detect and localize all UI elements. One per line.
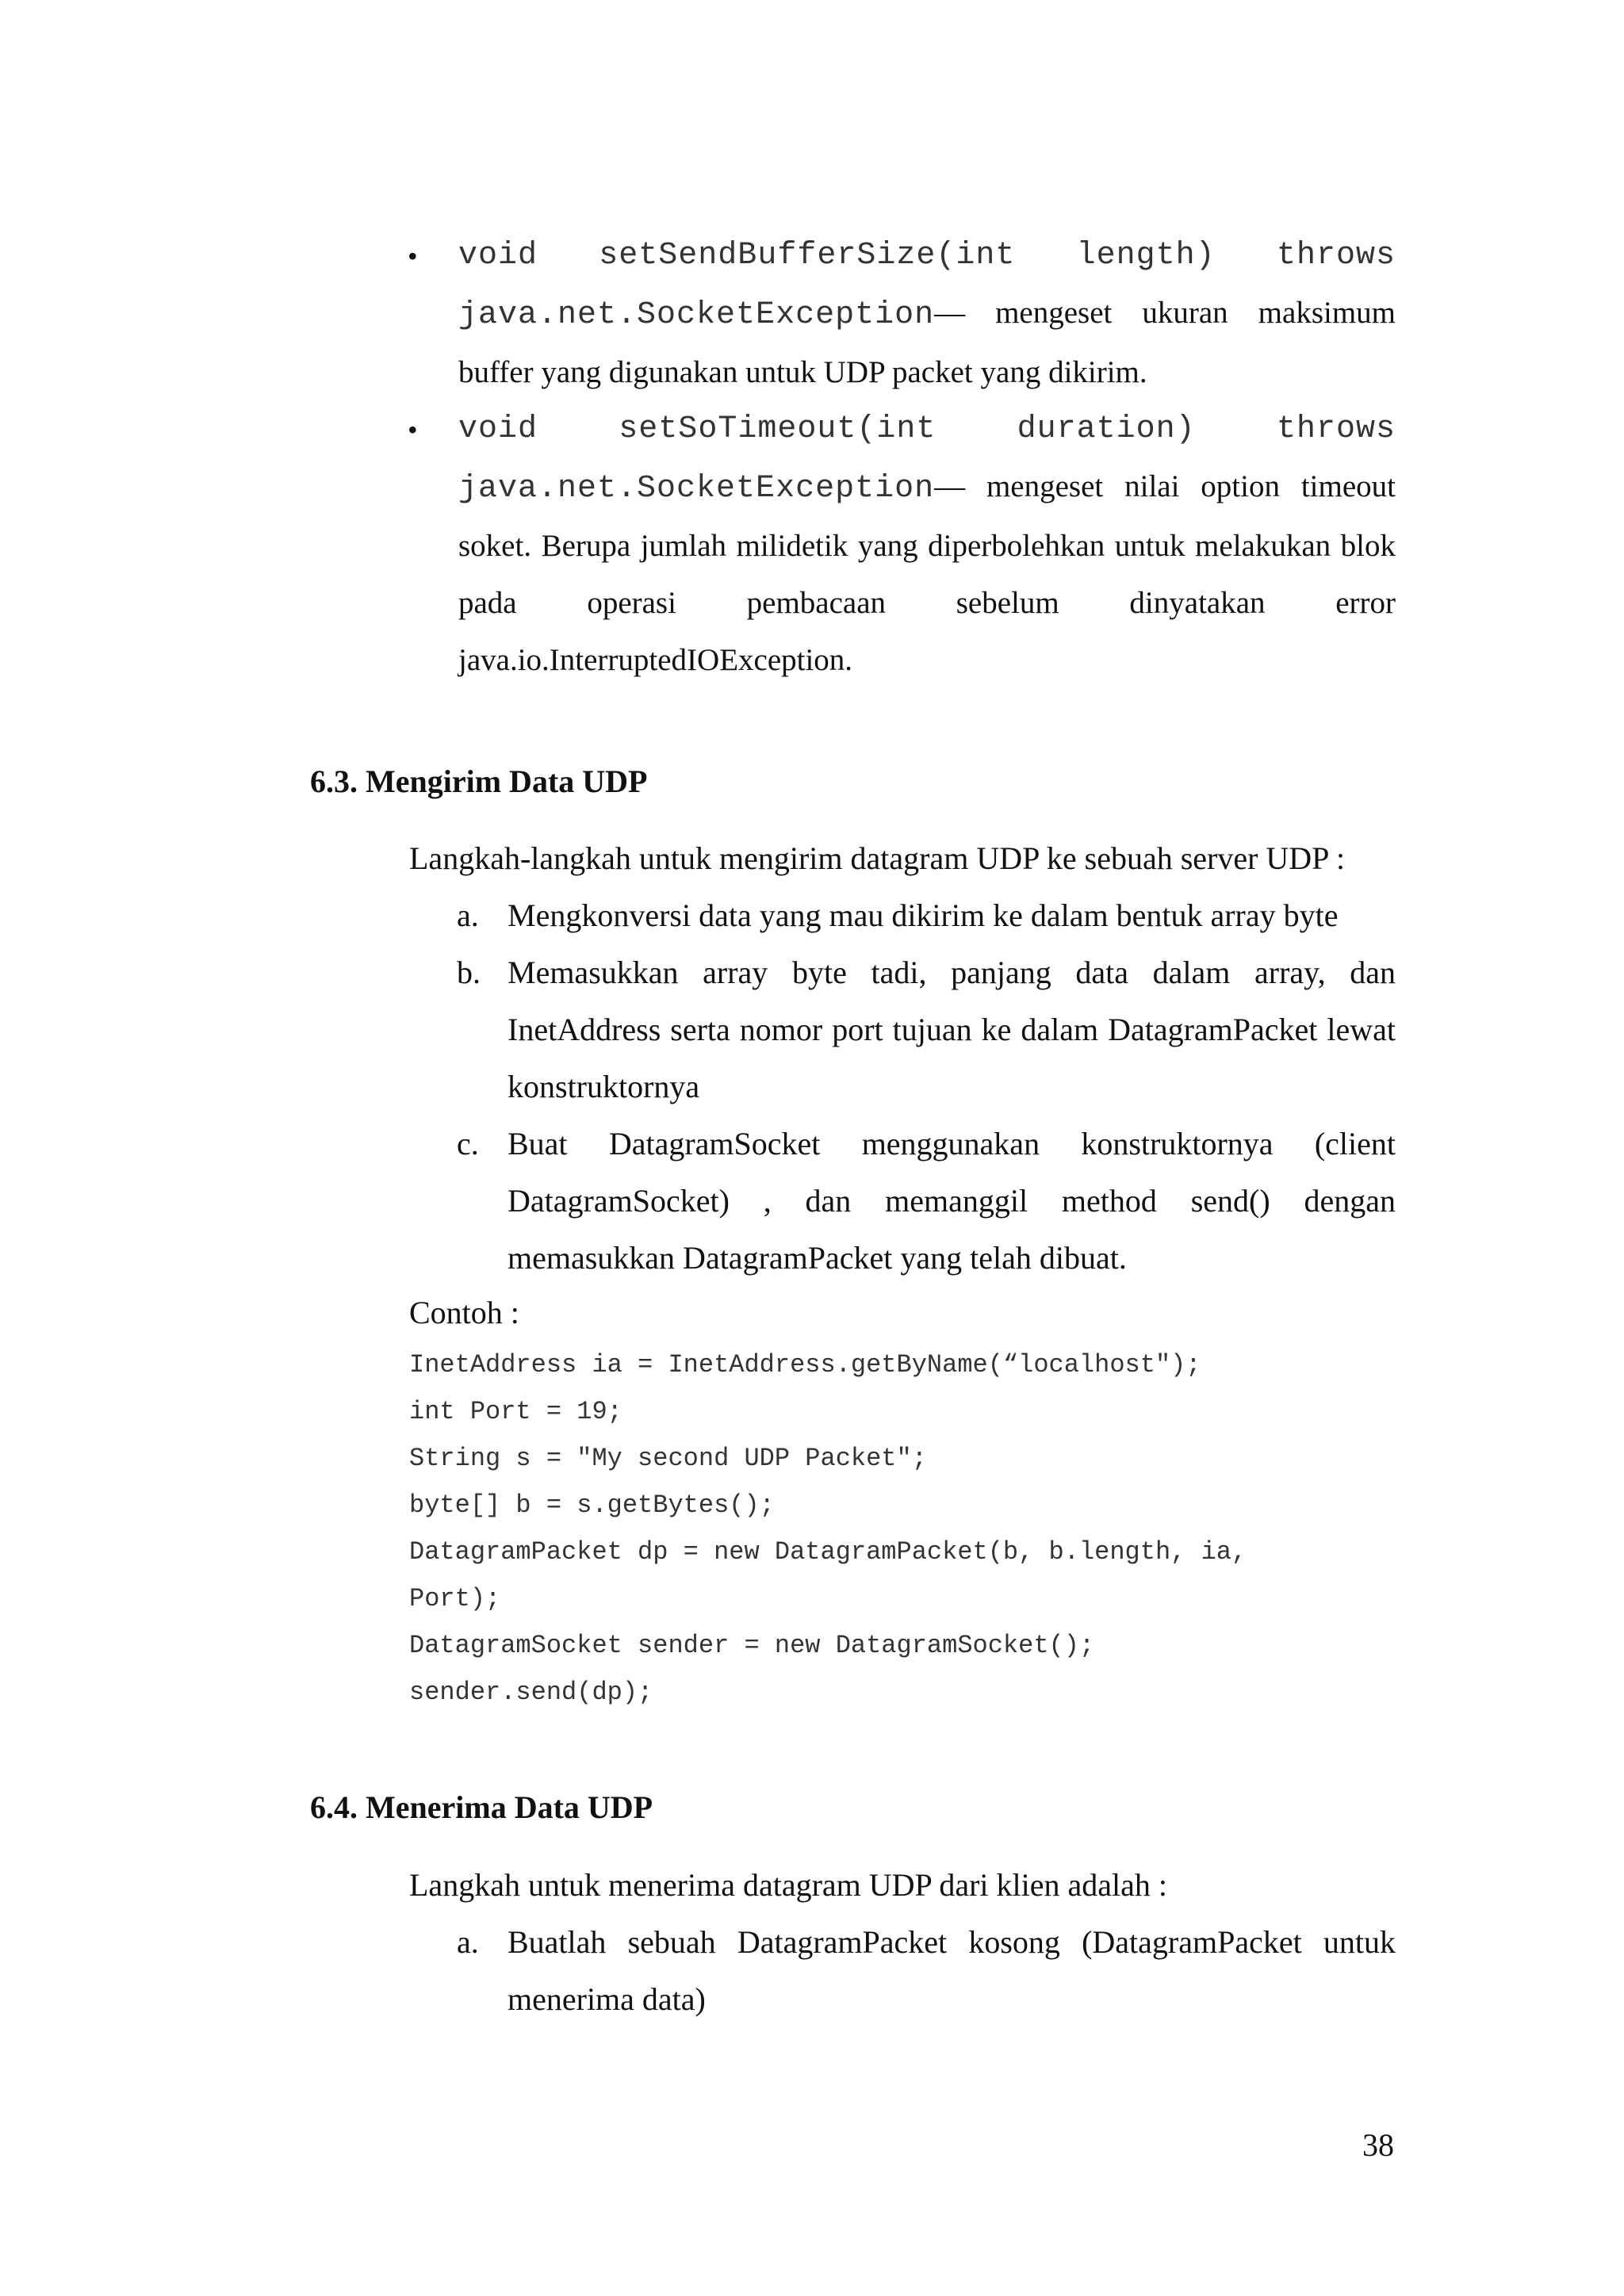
example-label: Contoh : — [409, 1295, 519, 1330]
step-item — [457, 1914, 1396, 2028]
code-line: byte[] b = s.getBytes(); — [409, 1490, 775, 1520]
step-item — [457, 887, 1396, 944]
code-token: void — [458, 411, 538, 447]
bullet-dot-icon: • — [408, 240, 418, 272]
step-marker: c. — [457, 1126, 479, 1161]
code-token: void — [458, 238, 538, 274]
section-heading: 6.4. Menerima Data UDP — [310, 1789, 653, 1825]
code-line: Port); — [409, 1584, 501, 1613]
section-heading: 6.3. Mengirim Data UDP — [310, 763, 648, 799]
steps-list — [457, 887, 1396, 1287]
bullet-item — [401, 228, 1396, 401]
method-description — [458, 285, 1396, 401]
step-text: Memasukkan array byte tadi, panjang data dalam array, dan InetAddress serta nomor port tujuan ke dalam DatagramPacket lewat konstruktornya — [508, 955, 1396, 1104]
code-token: throws — [1276, 238, 1396, 274]
section-intro: Langkah untuk menerima datagram UDP dari klien adalah : — [409, 1867, 1167, 1903]
code-token: throws — [1276, 411, 1396, 447]
method-signature — [458, 401, 1396, 458]
bullet-dot-icon: • — [408, 414, 418, 446]
code-line: DatagramPacket dp = new DatagramPacket(b, b.length, ia, — [409, 1537, 1247, 1567]
step-marker: b. — [457, 955, 481, 990]
steps-list — [457, 1914, 1396, 2028]
code-line: String s = "My second UDP Packet"; — [409, 1444, 927, 1473]
code-token: setSoTimeout(int — [619, 411, 936, 447]
description-text: — mengeset ukuran maksimum buffer yang digunakan untuk UDP packet yang dikirim. — [458, 296, 1396, 389]
section-intro: Langkah-langkah untuk mengirim datagram UDP ke sebuah server UDP : — [409, 840, 1346, 876]
code-line: InetAddress ia = InetAddress.getByName(“localhost"); — [409, 1350, 1201, 1380]
code-token: length) — [1076, 238, 1216, 274]
code-line: sender.send(dp); — [409, 1678, 653, 1707]
description-text: — mengeset nilai option timeout soket. Berupa jumlah milidetik yang diperbolehkan untuk melakukan blok pada operasi pembacaan sebelum dinyatakan error java.io.InterruptedIOException. — [458, 469, 1396, 677]
exception-class: java.net.SocketException — [458, 471, 935, 507]
step-text: Buat DatagramSocket menggunakan konstruktornya (client DatagramSocket) , dan memanggil method send() dengan memasukkan DatagramPacket yang telah dibuat. — [508, 1126, 1396, 1276]
method-description — [458, 458, 1396, 689]
code-token: duration) — [1017, 411, 1196, 447]
step-marker: a. — [457, 897, 479, 933]
exception-class: java.net.SocketException — [458, 297, 935, 333]
step-item — [457, 1115, 1396, 1287]
step-item — [457, 944, 1396, 1115]
step-marker: a. — [457, 1924, 479, 1960]
method-bullet-list — [401, 228, 1396, 689]
code-token: setSendBufferSize(int — [599, 238, 1016, 274]
code-line: DatagramSocket sender = new DatagramSocket(); — [409, 1631, 1095, 1660]
step-text: Mengkonversi data yang mau dikirim ke dalam bentuk array byte — [508, 897, 1339, 933]
code-block — [409, 1341, 1247, 1716]
page-number: 38 — [1362, 2127, 1394, 2163]
step-text: Buatlah sebuah DatagramPacket kosong (DatagramPacket untuk menerima data) — [508, 1924, 1396, 2017]
code-line: int Port = 19; — [409, 1397, 622, 1426]
method-signature — [458, 228, 1396, 285]
bullet-item — [401, 401, 1396, 689]
